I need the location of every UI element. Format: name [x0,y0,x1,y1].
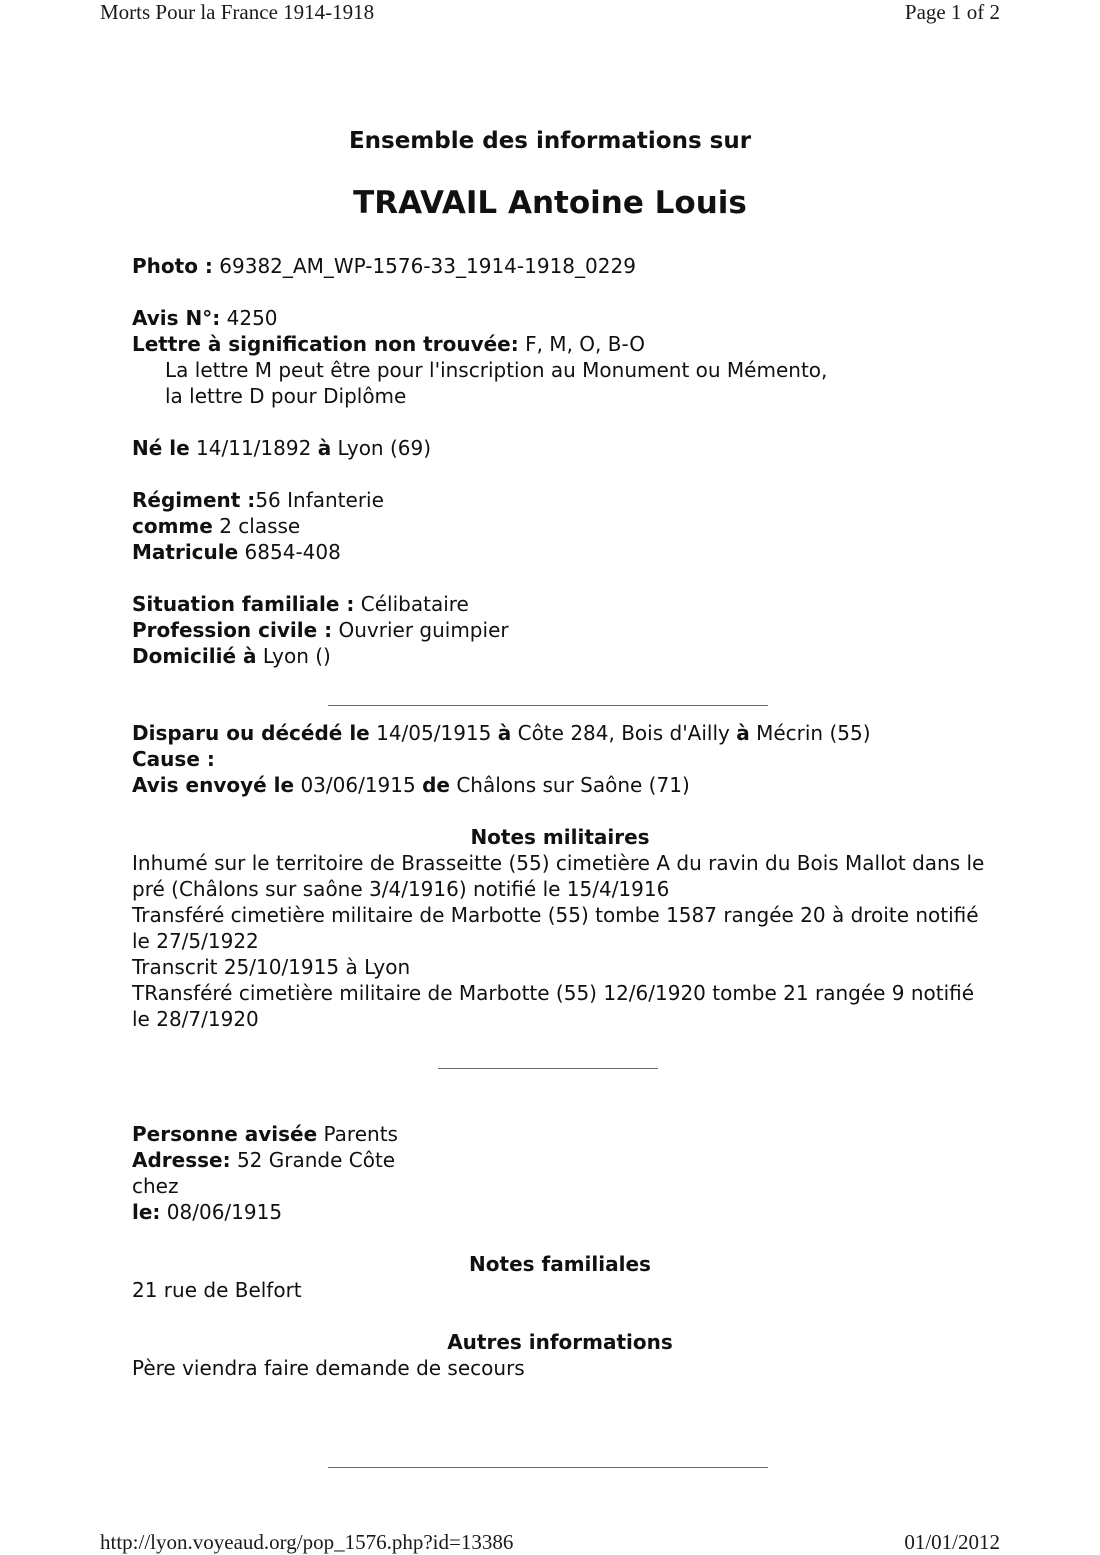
address-line [132,1147,992,1173]
other-info-text: Père viendra faire demande de secours [132,1356,525,1380]
rank-value: 2 classe [212,514,301,538]
death-place-2: Mécrin (55) [749,721,871,745]
avis-number-line [132,305,992,331]
divider-3 [328,1467,768,1468]
record-subtitle: Ensemble des informations sur [348,128,752,154]
death-a-label-2: à [736,721,750,745]
profession-value: Ouvrier guimpier [332,618,509,642]
matricule-value: 6854-408 [238,540,341,564]
death-place: Côte 284, Bois d'Ailly [511,721,737,745]
avis-number-label: Avis N°: [132,306,221,330]
death-line [132,720,992,746]
avis-number-value: 4250 [220,306,278,330]
other-info-heading: Autres informations [447,1330,673,1354]
lettre-line [132,331,992,357]
lettre-note-2: la lettre D pour Diplôme [165,384,407,408]
photo-value: 69382_AM_WP-1576-33_1914-1918_0229 [212,254,636,278]
domicile-value: Lyon () [256,644,331,668]
domicile-line [132,643,992,669]
address-value: 52 Grande Côte [230,1148,396,1172]
regiment-value: 56 Infanterie [255,488,384,512]
death-a-label: à [497,721,512,745]
cause-line [132,746,992,772]
print-footer-date: 01/01/2012 [904,1530,1000,1554]
notice-sent-label: Avis envoyé le [132,773,295,797]
notified-date-value: 08/06/1915 [160,1200,283,1224]
military-notes-heading: Notes militaires [470,825,650,849]
military-note-1: Inhumé sur le territoire de Brasseitte (55) cimetière A du ravin du Bois Mallot dans le pré (Châlons sur saône 3/4/1916) notifié le 15/4/1916 [132,851,985,901]
military-note-3: Transcrit 25/10/1915 à Lyon [132,955,411,979]
lettre-label: Lettre à signification non trouvée: [132,332,519,356]
birth-label: Né le [132,436,190,460]
record-person-name: TRAVAIL Antoine Louis [353,185,747,221]
rank-label: comme [132,514,213,538]
matricule-line [132,539,992,565]
print-footer [100,1530,1000,1555]
lettre-value: F, M, O, B-O [518,332,645,356]
family-status-label: Situation familiale : [132,592,355,616]
birth-place: Lyon (69) [331,436,432,460]
birth-line [132,435,992,461]
rank-line [132,513,992,539]
family-notes-text: 21 rue de Belfort [132,1278,302,1302]
notice-sent-place: Châlons sur Saône (71) [449,773,690,797]
print-header [100,0,1000,25]
divider-2 [438,1068,658,1069]
notified-person-value: Parents [317,1122,398,1146]
birth-date: 14/11/1892 [189,436,318,460]
matricule-label: Matricule [132,540,239,564]
lettre-note-1: La lettre M peut être pour l'inscription au Monument ou Mémento, [165,358,828,382]
notice-sent-de-label: de [422,773,450,797]
record-document [132,126,992,1468]
profession-line [132,617,992,643]
notified-person-label: Personne avisée [132,1122,318,1146]
family-notes-heading: Notes familiales [469,1252,651,1276]
print-header-title: Morts Pour la France 1914-1918 [100,0,375,24]
military-note-4: TRansféré cimetière militaire de Marbotte (55) 12/6/1920 tombe 21 rangée 9 notifié le 28/7/1920 [132,981,975,1031]
notice-sent-date: 03/06/1915 [294,773,423,797]
birth-a-label: à [317,436,332,460]
profession-label: Profession civile : [132,618,333,642]
regiment-line [132,487,992,513]
death-date: 14/05/1915 [369,721,498,745]
print-header-page-number: Page 1 of 2 [904,0,1000,24]
regiment-label: Régiment : [132,488,256,512]
notified-date-label: le: [132,1200,161,1224]
photo-line [132,253,992,279]
family-status-value: Célibataire [354,592,469,616]
notified-date-line [132,1199,992,1225]
domicile-label: Domicilié à [132,644,257,668]
chez-line: chez [132,1174,179,1198]
photo-label: Photo : [132,254,213,278]
military-note-2: Transféré cimetière militaire de Marbotte (55) tombe 1587 rangée 20 à droite notifié le 27/5/1922 [132,903,979,953]
cause-label: Cause : [132,747,215,771]
family-status-line [132,591,992,617]
divider-1 [328,705,768,706]
address-label: Adresse: [132,1148,231,1172]
death-label: Disparu ou décédé le [132,721,370,745]
notice-sent-line [132,772,992,798]
notified-person-line [132,1121,992,1147]
print-footer-url: http://lyon.voyeaud.org/pop_1576.php?id=13386 [100,1530,514,1554]
